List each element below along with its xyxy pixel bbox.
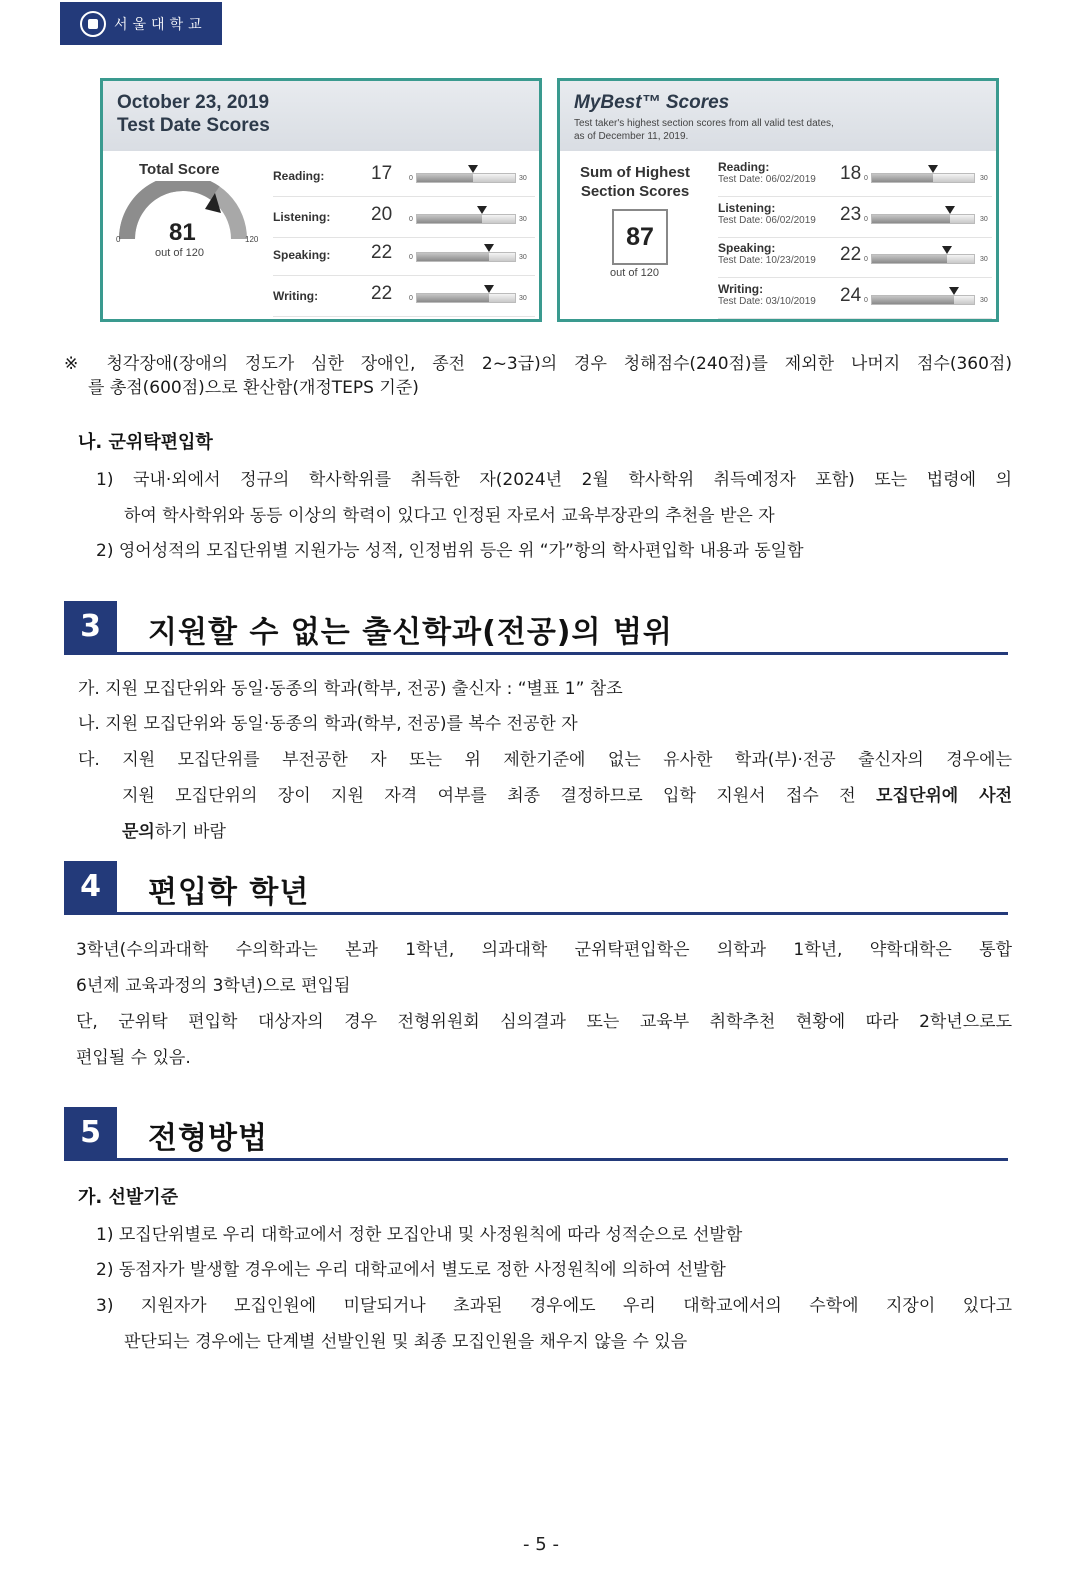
score-value: 24 — [840, 285, 862, 306]
section-5-title: 전형방법 — [148, 1121, 268, 1156]
score-marker-icon — [477, 206, 487, 214]
score-marker-icon — [949, 287, 959, 295]
section4-para2-line2: 편입될 수 있음. — [76, 1048, 191, 1068]
section3-item-ga: 가. 지원 모집단위와 동일·동종의 학과(학부, 전공) 출신자 : “별표 1” 참조 — [78, 679, 623, 699]
mybest-total-score: 87 — [612, 209, 668, 265]
page-number: - 5 - — [523, 1534, 559, 1555]
score-bar — [871, 214, 975, 224]
gauge-min: 0 — [116, 235, 121, 244]
section-4-title: 편입학 학년 — [148, 875, 310, 910]
university-emblem-icon — [80, 11, 106, 37]
total-score-label: Total Score — [139, 161, 220, 178]
score-value: 17 — [371, 163, 393, 184]
score-marker-icon — [468, 165, 478, 173]
section3-item-da-line3: 문의하기 바람 — [122, 822, 226, 842]
score-value: 22 — [371, 242, 393, 263]
score-bar — [416, 214, 516, 224]
score-row-speaking: Speaking: 22 0 30 — [273, 236, 535, 276]
score-bar — [871, 254, 975, 264]
score-value: 22 — [840, 244, 862, 265]
section-3-number: 3 — [64, 601, 117, 652]
selection-criteria-heading: 가. 선발기준 — [78, 1187, 179, 1208]
hearing-impaired-note-line2: 를 총점(600점)으로 환산함(개정TEPS 기준) — [88, 378, 419, 398]
score-bar — [871, 173, 975, 183]
test-date: October 23, 2019 — [117, 92, 270, 113]
university-logo — [60, 2, 222, 45]
mybest-out-of: out of 120 — [610, 267, 659, 279]
section4-para1-line2: 6년제 교육과정의 3학년)으로 편입됨 — [76, 976, 351, 996]
section4-para1-line1: 3학년(수의과대학 수의학과는 본과 1학년, 의과대학 군위탁편입학은 의학과 1학년, 약학대학은 통합 — [76, 940, 1012, 960]
section-3-header — [64, 601, 1008, 655]
score-marker-icon — [484, 244, 494, 252]
score-row-writing: Writing: 22 0 30 — [273, 277, 535, 317]
mybest-row-reading: Reading: Test Date: 06/02/2019 18 0 30 — [718, 157, 992, 197]
logo-text: 서울대학교 — [114, 16, 207, 33]
score-bar — [416, 173, 516, 183]
score-row-listening: Listening: 20 0 30 — [273, 198, 535, 238]
section-4-header — [64, 861, 1008, 915]
section5-item1: 1) 모집단위별로 우리 대학교에서 정한 모집안내 및 사정원칙에 따라 성적순으로 선발함 — [96, 1225, 743, 1245]
test-date-scores-card — [100, 78, 542, 322]
gauge-max: 120 — [245, 235, 259, 244]
score-bar — [416, 252, 516, 262]
score-value: 23 — [840, 204, 862, 225]
section-3-title: 지원할 수 없는 출신학과(전공)의 범위 — [148, 615, 673, 650]
section-5-number: 5 — [64, 1107, 117, 1158]
score-row-reading: Reading: 17 0 30 — [273, 157, 535, 197]
score-bar — [416, 293, 516, 303]
score-value: 22 — [371, 283, 393, 304]
military-item1-line1: 1) 국내·외에서 정규의 학사학위를 취득한 자(2024년 2월 학사학위 취득예정자 포함) 또는 법령에 의 — [96, 470, 1012, 490]
section4-para2-line1: 단, 군위탁 편입학 대상자의 경우 전형위원회 심의결과 또는 교육부 취학추천 현황에 따라 2학년으로도 — [76, 1012, 1012, 1032]
test-date-card-header — [103, 81, 539, 151]
military-item2: 2) 영어성적의 모집단위별 지원가능 성적, 인정범위 등은 위 “가”항의 학사편입학 내용과 동일함 — [96, 541, 804, 561]
mybest-scores-card — [557, 78, 999, 322]
section-5-header — [64, 1107, 1008, 1161]
score-marker-icon — [928, 165, 938, 173]
military-item1-line2: 하여 학사학위와 동등 이상의 학력이 있다고 인정된 자로서 교육부장관의 추천을 받은 자 — [124, 506, 775, 526]
section5-item3-line2: 판단되는 경우에는 단계별 선발인원 및 최종 모집인원을 채우지 않을 수 있음 — [124, 1332, 688, 1352]
section-4-number: 4 — [64, 861, 117, 912]
section5-item2: 2) 동점자가 발생할 경우에는 우리 대학교에서 별도로 정한 사정원칙에 의하여 선발함 — [96, 1260, 726, 1280]
military-transfer-heading: 나. 군위탁편입학 — [78, 432, 213, 453]
score-marker-icon — [945, 206, 955, 214]
section5-item3-line1: 3) 지원자가 모집인원에 미달되거나 초과된 경우에도 우리 대학교에서의 수학에 지장이 있다고 — [96, 1296, 1012, 1316]
section3-item-da-line1: 다. 지원 모집단위를 부전공한 자 또는 위 제한기준에 없는 유사한 학과(부)·전공 출신자의 경우에는 — [78, 750, 1012, 770]
section3-item-na: 나. 지원 모집단위와 동일·동종의 학과(학부, 전공)를 복수 전공한 자 — [78, 714, 578, 734]
section3-item-da-line2: 지원 모집단위의 장이 지원 자격 여부를 최종 결정하므로 입학 지원서 접수 전 모집단위에 사전 — [122, 786, 1012, 806]
test-date-scores-title: Test Date Scores — [117, 115, 270, 136]
mybest-card-header — [560, 81, 996, 151]
score-value: 20 — [371, 204, 393, 225]
score-bar — [871, 295, 975, 305]
mybest-title: MyBest™ Scores — [574, 92, 730, 113]
score-value: 18 — [840, 163, 862, 184]
hearing-impaired-note-line1: ※ 청각장애(장애의 정도가 심한 장애인, 종전 2~3급)의 경우 청해점수(240점)를 제외한 나머지 점수(360점) — [64, 354, 1012, 374]
mybest-subtitle-1: Test taker's highest section scores from all valid test dates, — [574, 118, 834, 129]
mybest-row-listening: Listening: Test Date: 06/02/2019 23 0 30 — [718, 198, 992, 238]
score-marker-icon — [942, 246, 952, 254]
score-marker-icon — [484, 285, 494, 293]
mybest-subtitle-2: as of December 11, 2019. — [574, 131, 689, 142]
sum-of-highest-label: Sum of Highest Section Scores — [580, 164, 691, 200]
mybest-row-speaking: Speaking: Test Date: 10/23/2019 22 0 30 — [718, 238, 992, 278]
total-out-of: out of 120 — [155, 247, 204, 259]
total-score-value: 81 — [169, 219, 196, 246]
mybest-row-writing: Writing: Test Date: 03/10/2019 24 0 30 — [718, 279, 992, 319]
